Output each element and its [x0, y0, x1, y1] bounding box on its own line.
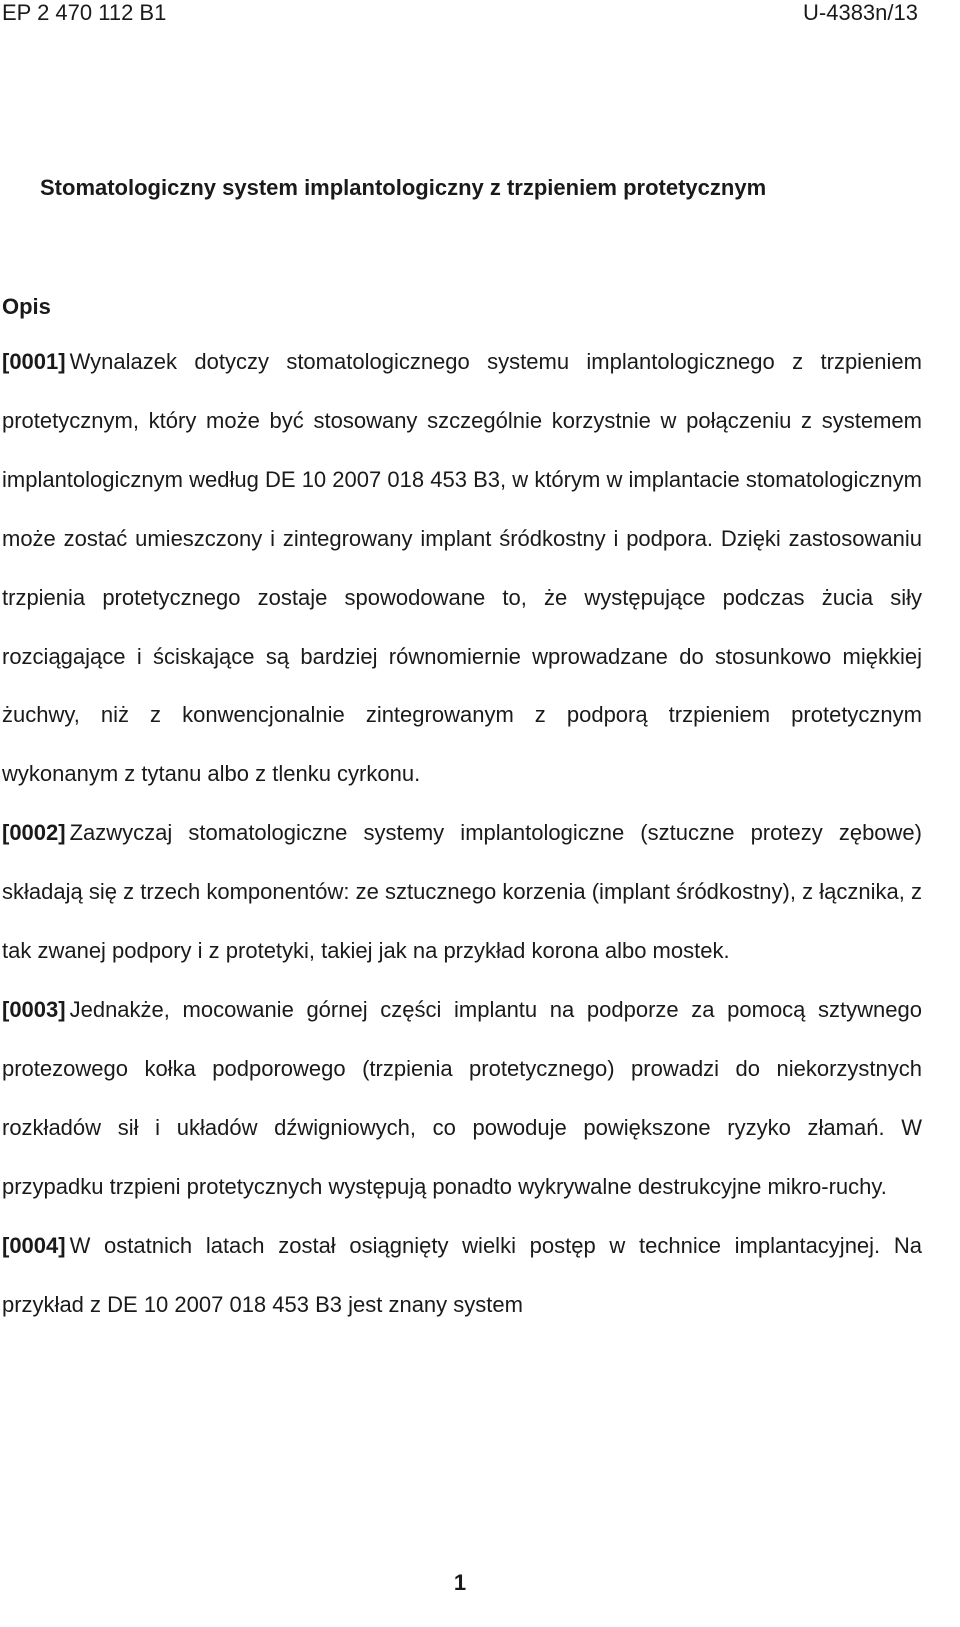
paragraph-0003 [2, 981, 922, 1217]
paragraph-text: W ostatnich latach został osiągnięty wielki postęp w technice implantacyjnej. Na przykład z DE 10 2007 018 453 B3 jest znany system [2, 1232, 922, 1317]
paragraph-number: [0001] [2, 349, 66, 374]
paragraph-0001 [2, 333, 922, 804]
paragraph-text: Jednakże, mocowanie górnej części implantu na podporze za pomocą sztywnego protezowego kołka podporowego (trzpienia protetycznego) prowadzi do niekorzystnych rozkładów sił i układów dźwigniowych, co powoduje powiększone ryzyko złamań. W przypadku trzpieni protetycznych występują ponadto wykrywalne destrukcyjne mikro-ruchy. [2, 996, 922, 1199]
page-number: 1 [453, 1570, 467, 1595]
paragraph-number: [0003] [2, 996, 66, 1022]
paragraph-text: Zazwyczaj stomatologiczne systemy implantologiczne (sztuczne protezy zębowe) składają się z trzech komponentów: ze sztucznego korzenia (implant śródkostny), z łącznika, z tak zwanej podpory i z protetyki, takiej jak na przykład korona albo mostek. [2, 820, 922, 964]
document-body [2, 333, 922, 1334]
paragraph-0004 [2, 1217, 922, 1335]
paragraph-number: [0002] [2, 820, 66, 846]
patent-number: EP 2 470 112 B1 [2, 0, 167, 25]
paragraph-0002 [2, 804, 922, 981]
paragraph-number: [0004] [2, 1232, 66, 1258]
document-title: Stomatologiczny system implantologiczny z trzpieniem protetycznym [40, 175, 767, 200]
section-heading: Opis [2, 294, 51, 319]
document-reference: U-4383n/13 [803, 0, 918, 25]
paragraph-text: Wynalazek dotyczy stomatologicznego systemu implantologicznego z trzpieniem protetycznym, który może być stosowany szczególnie korzystnie w połączeniu z systemem implantologicznym według DE 10 2007 018 453 B3, w którym w implantacie stomatologicznym może zostać umieszczony i zintegrowany implant śródkostny i podpora. Dzięki zastosowaniu trzpienia protetycznego zostaje spowodowane to, że występujące podczas żucia siły rozciągające i ściskające są bardziej równomiernie wprowadzane do stosunkowo miękkiej żuchwy, niż z konwencjonalnie zintegrowanym z podporą trzpieniem protetycznym wykonanym z tytanu albo z tlenku cyrkonu. [2, 349, 922, 787]
